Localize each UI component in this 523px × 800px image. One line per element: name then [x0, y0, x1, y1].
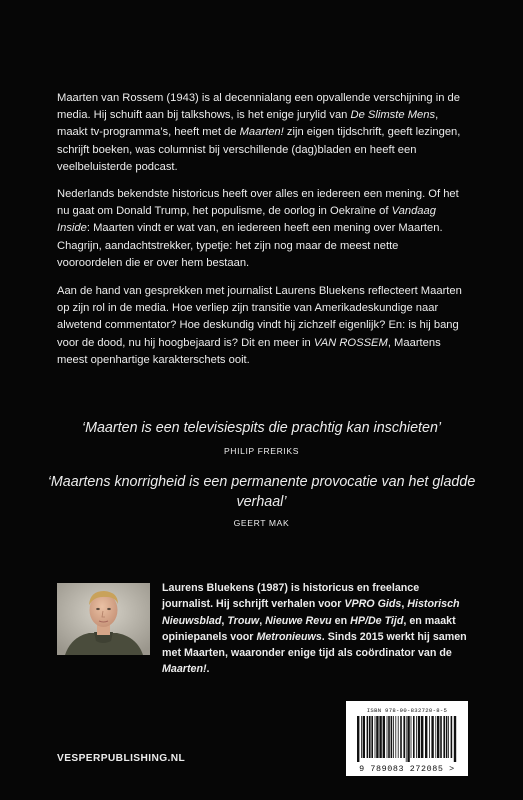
barcode-bar — [371, 716, 373, 758]
blurb-paragraph-2: Nederlands bekendste historicus heeft over alles en iedereen een mening. Of het nu gaat om Donald Trump, het populisme, de oorlog in Oekraïne of Vandaag Inside: Maarten vindt er wat van, en iedereen heeft een mening over Maarten. Chagrijn, aandachtstrekker, typetje: het zijn nog maar de meest nette vooroordelen die er over hem bestaan. — [57, 188, 459, 269]
barcode-bar — [418, 716, 420, 758]
barcode-bar — [454, 716, 456, 762]
barcode-bar — [383, 716, 385, 758]
barcode-bar — [411, 716, 412, 758]
barcode-bar — [407, 716, 409, 762]
review-quote-1-author: PHILIP FRERIKS — [223, 446, 300, 456]
barcode-bar — [387, 716, 388, 758]
author-bio: Laurens Bluekens (1987) is historicus en freelance journalist. Hij schrijft verhalen voor VPRO Gids, Historisch Nieuwsblad, Trouw, Nieuwe Revu en HP/De Tijd, en maakt opiniepanels voor Metronieuws. Sinds 2015 werkt hij samen met Maarten, waaronder enige tijd als coördinator van de Maarten!. — [162, 582, 467, 676]
barcode-bar — [448, 716, 449, 758]
blurb-paragraph-3: Aan de hand van gesprekken met journalist Laurens Bluekens reflecteert Maarten op zijn rol in de media. Hoe verliep zijn transitie van Amerikadeskundige naar alwetend commentator? Hoe deskundig vindt hij zichzelf eigenlijk? En: is hij bang voor de dood, nu hij hoogbejaard is? Dit en meer in VAN ROSSEM, Maartens meest openhartige karakterschets ooit. — [57, 285, 462, 366]
publisher-website: VESPERPUBLISHING.NL — [57, 753, 186, 764]
barcode-bar — [429, 716, 430, 758]
barcode-bar — [421, 716, 423, 758]
barcode-bar — [361, 716, 362, 758]
barcode-number: 9 789083 272085 > — [359, 764, 455, 774]
barcode-bar — [431, 716, 433, 758]
barcode-bar — [393, 716, 394, 758]
isbn-number: ISBN 978-90-832720-8-5 — [366, 707, 448, 714]
blurb-paragraph-1: Maarten van Rossem (1943) is al decennialang een opvallende verschijning in de media. Hij schuift aan bij talkshows, is het enige jurylid van De Slimste Mens, maakt tv-programma’s, heeft met de Maarten! zijn eigen tijdschrift, geeft lezingen, schrijft boeken, was columnist bij verschillende (dag)bladen en heeft een veelbeluisterde podcast. — [57, 92, 461, 173]
barcode-bar — [375, 716, 376, 758]
barcode-bar — [437, 716, 439, 758]
barcode-bar — [391, 716, 393, 758]
barcode-bar — [388, 716, 390, 758]
barcode-bar — [379, 716, 381, 758]
review-quote-1: ‘Maarten is een televisiespits die prachtig kan inschieten’ — [81, 420, 442, 436]
barcode-bar — [367, 716, 369, 758]
isbn-barcode — [346, 701, 468, 776]
barcode-bar — [440, 716, 442, 758]
barcode-bar — [376, 716, 378, 758]
barcode-bar — [451, 716, 453, 758]
barcode-bar — [425, 716, 427, 758]
barcode-bar — [446, 716, 448, 758]
barcode-bars — [346, 716, 468, 762]
author-photo — [57, 583, 150, 655]
barcode-bar — [403, 716, 405, 758]
barcode-bar — [416, 716, 417, 758]
barcode-bar — [435, 716, 436, 758]
barcode-bar — [406, 716, 407, 762]
barcode-bar — [413, 716, 415, 758]
review-quote-2-author: GEERT MAK — [233, 518, 290, 528]
barcode-bar — [400, 716, 402, 758]
barcode-bar — [398, 716, 399, 758]
barcode-bar — [369, 716, 371, 758]
barcode-bar — [357, 716, 359, 762]
barcode-bar — [443, 716, 445, 758]
barcode-bar — [395, 716, 396, 758]
barcode-bar — [363, 716, 365, 758]
review-quote-2: ‘Maartens knorrigheid is een permanente provocatie van het gladde verhaal’ — [47, 474, 476, 510]
